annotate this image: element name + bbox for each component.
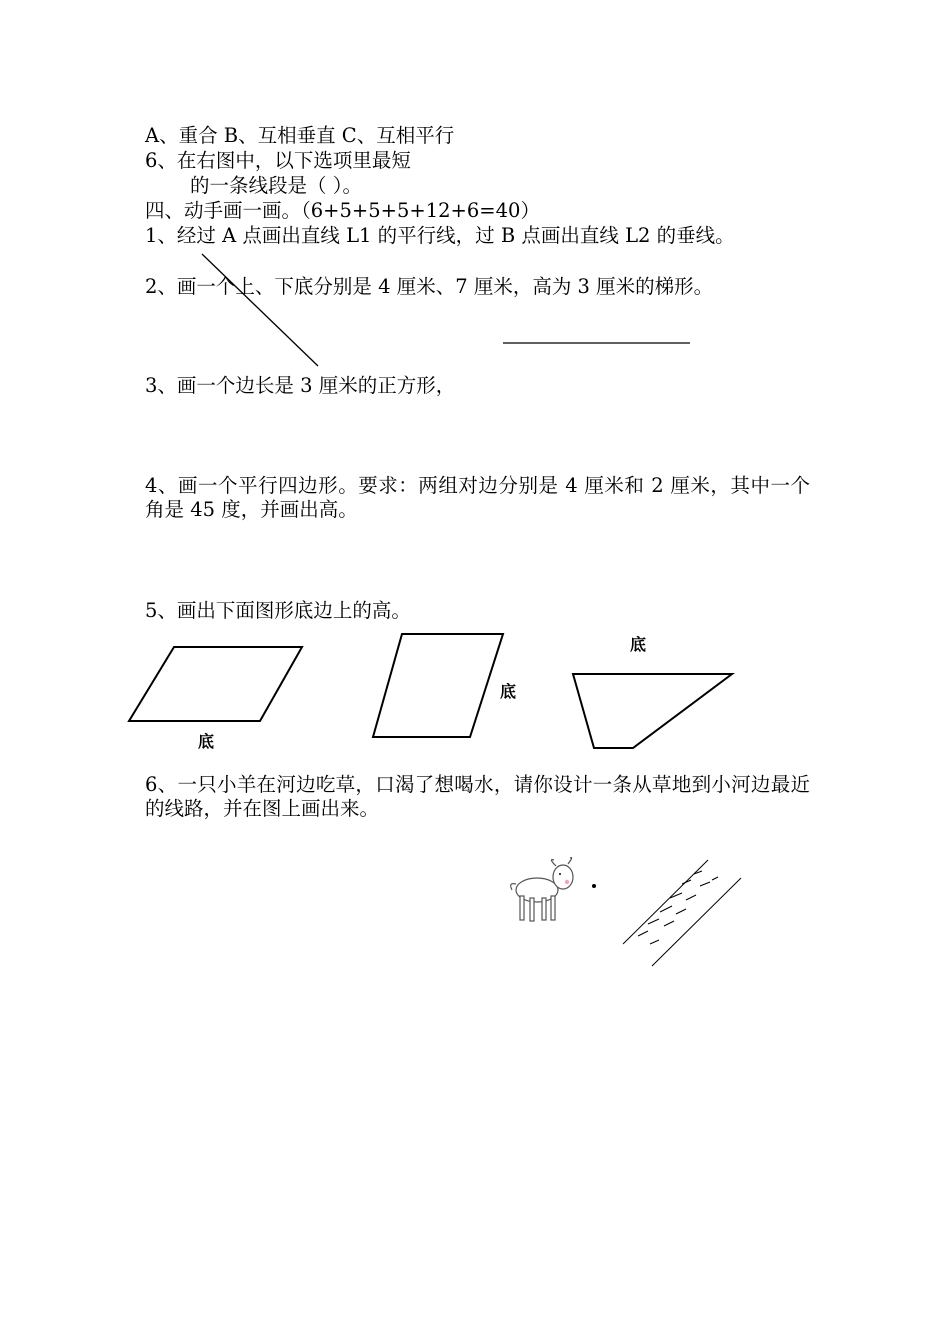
section-four-heading: 四、动手画一画。（6+5+5+5+12+6=40） (145, 199, 540, 222)
line-l1 (202, 254, 318, 366)
river-icon (623, 860, 741, 966)
draw-question-2: 2、画一个上、下底分别是 4 厘米、7 厘米，高为 3 厘米的梯形。 (145, 275, 714, 298)
base-label-trapezoid: 底 (630, 635, 647, 654)
base-label-tall-parallelogram: 底 (500, 682, 517, 701)
draw-question-6: 6、一只小羊在河边吃草，口渴了想喝水，请你设计一条从草地到小河边最近的线路，并在图上画出来。 (145, 773, 810, 820)
goat-icon (511, 858, 573, 921)
draw-question-1: 1、经过 A 点画出直线 L1 的平行线，过 B 点画出直线 L2 的垂线。 (145, 224, 735, 247)
question-6-line-2: 的一条线段是（ ）。 (190, 174, 362, 197)
tall-parallelogram-shape (373, 634, 503, 737)
draw-question-3: 3、画一个边长是 3 厘米的正方形， (145, 374, 456, 397)
options-line: A、重合 B、互相垂直 C、互相平行 (145, 124, 455, 147)
parallelogram-shape (129, 647, 302, 721)
dot-marker (592, 884, 596, 888)
base-label-parallelogram: 底 (198, 732, 215, 751)
trapezoid-shape (573, 674, 732, 748)
draw-question-4: 4、画一个平行四边形。要求：两组对边分别是 4 厘米和 2 厘米，其中一个角是 45 度，并画出高。 (145, 474, 810, 521)
draw-question-5: 5、画出下面图形底边上的高。 (145, 599, 411, 622)
question-6-line-1: 6、在右图中，以下选项里最短 (145, 149, 411, 172)
